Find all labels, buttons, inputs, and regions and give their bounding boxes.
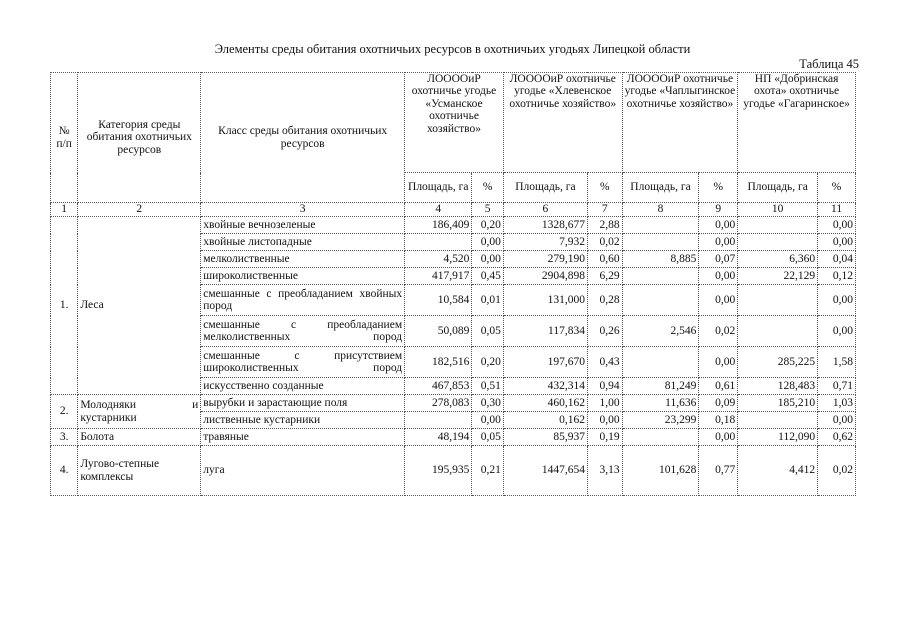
col-number: 8 — [622, 203, 699, 217]
pct-value: 1,03 — [818, 395, 856, 412]
table-row — [51, 395, 856, 412]
header-pct: % — [699, 173, 738, 203]
header-pct: % — [587, 173, 622, 203]
area-value: 195,935 — [405, 446, 472, 496]
col-number: 4 — [405, 203, 472, 217]
header-group-gagarin: НП «Добринская охота» охотничье угодье «Гагаринское» — [738, 73, 856, 173]
col-number: 11 — [818, 203, 856, 217]
col-number: 9 — [699, 203, 738, 217]
pct-value: 0,94 — [587, 378, 622, 395]
pct-value: 1,58 — [818, 347, 856, 378]
class-name: вырубки и зарастающие поля — [201, 395, 405, 412]
class-name: лиственные кустарники — [201, 412, 405, 429]
area-value: 128,483 — [738, 378, 818, 395]
category-num: 2. — [51, 395, 78, 429]
category-num: 3. — [51, 429, 78, 446]
class-name: смешанные с присутствием широколиственных пород — [201, 347, 405, 378]
pct-value: 0,28 — [587, 285, 622, 316]
area-value: 460,162 — [503, 395, 587, 412]
table-row — [51, 446, 856, 496]
area-value: 112,090 — [738, 429, 818, 446]
area-value: 11,636 — [622, 395, 699, 412]
header-group-chaplygin: ЛООООиР охотничье угодье «Чаплыгинское охотничье хозяйство» — [622, 73, 738, 173]
header-area: Площадь, га — [405, 173, 472, 203]
pct-value: 0,00 — [472, 234, 504, 251]
pct-value: 0,04 — [818, 251, 856, 268]
pct-value: 0,00 — [699, 347, 738, 378]
pct-value: 0,00 — [818, 234, 856, 251]
header-area: Площадь, га — [622, 173, 699, 203]
pct-value: 0,00 — [699, 217, 738, 234]
area-value: 4,520 — [405, 251, 472, 268]
pct-value: 0,30 — [472, 395, 504, 412]
area-value: 131,000 — [503, 285, 587, 316]
pct-value: 0,60 — [587, 251, 622, 268]
area-value — [738, 234, 818, 251]
class-name: мелколиственные — [201, 251, 405, 268]
area-value — [738, 316, 818, 347]
area-value: 417,917 — [405, 268, 472, 285]
header-area: Площадь, га — [503, 173, 587, 203]
area-value: 0,162 — [503, 412, 587, 429]
pct-value: 6,29 — [587, 268, 622, 285]
area-value — [622, 429, 699, 446]
habitat-table — [50, 72, 856, 496]
table-row — [51, 429, 856, 446]
pct-value: 0,07 — [699, 251, 738, 268]
area-value: 186,409 — [405, 217, 472, 234]
area-value: 279,190 — [503, 251, 587, 268]
area-value: 10,584 — [405, 285, 472, 316]
area-value: 1447,654 — [503, 446, 587, 496]
area-value: 117,834 — [503, 316, 587, 347]
area-value: 2,546 — [622, 316, 699, 347]
header-group-usman: ЛООООиР охотничье угодье «Усманское охотничье хозяйство» — [405, 73, 504, 173]
area-value — [622, 268, 699, 285]
pct-value: 0,20 — [472, 347, 504, 378]
area-value — [405, 234, 472, 251]
table-number: Таблица 45 — [799, 57, 859, 71]
col-number: 2 — [78, 203, 201, 217]
header-pct: % — [818, 173, 856, 203]
area-value: 101,628 — [622, 446, 699, 496]
pct-value: 0,00 — [818, 285, 856, 316]
area-value: 50,089 — [405, 316, 472, 347]
category-num: 4. — [51, 446, 78, 496]
header-area: Площадь, га — [738, 173, 818, 203]
pct-value: 0,51 — [472, 378, 504, 395]
class-name: смешанные с преобладанием мелколиственных пород — [201, 316, 405, 347]
class-name: хвойные вечнозеленые — [201, 217, 405, 234]
pct-value: 0,01 — [472, 285, 504, 316]
pct-value: 0,05 — [472, 316, 504, 347]
area-value: 8,885 — [622, 251, 699, 268]
area-value: 467,853 — [405, 378, 472, 395]
pct-value: 0,77 — [699, 446, 738, 496]
area-value: 23,299 — [622, 412, 699, 429]
area-value — [622, 234, 699, 251]
area-value: 197,670 — [503, 347, 587, 378]
pct-value: 0,02 — [818, 446, 856, 496]
area-value: 81,249 — [622, 378, 699, 395]
area-value — [738, 217, 818, 234]
category-name: Леса — [78, 217, 201, 395]
pct-value: 0,00 — [699, 429, 738, 446]
area-value: 278,083 — [405, 395, 472, 412]
col-number: 6 — [503, 203, 587, 217]
area-value: 1328,677 — [503, 217, 587, 234]
header-category: Категория среды обитания охотничьих ресурсов — [78, 73, 201, 203]
pct-value: 0,18 — [699, 412, 738, 429]
col-number: 1 — [51, 203, 78, 217]
pct-value: 2,88 — [587, 217, 622, 234]
area-value — [405, 412, 472, 429]
pct-value: 1,00 — [587, 395, 622, 412]
col-number: 3 — [201, 203, 405, 217]
area-value — [738, 412, 818, 429]
pct-value: 0,00 — [587, 412, 622, 429]
class-name: смешанные с преобладанием хвойных пород — [201, 285, 405, 316]
pct-value: 0,02 — [699, 316, 738, 347]
class-name: травяные — [201, 429, 405, 446]
col-number: 7 — [587, 203, 622, 217]
table-row — [51, 217, 856, 234]
category-name: Лугово-степные комплексы — [78, 446, 201, 496]
area-value — [622, 217, 699, 234]
category-name: Молодняки и кустарники — [78, 395, 201, 429]
class-name: искусственно созданные — [201, 378, 405, 395]
area-value: 185,210 — [738, 395, 818, 412]
area-value: 7,932 — [503, 234, 587, 251]
pct-value: 0,45 — [472, 268, 504, 285]
header-pct: % — [472, 173, 504, 203]
header-class: Класс среды обитания охотничьих ресурсов — [201, 73, 405, 203]
pct-value: 0,62 — [818, 429, 856, 446]
pct-value: 0,00 — [818, 412, 856, 429]
pct-value: 0,09 — [699, 395, 738, 412]
pct-value: 0,05 — [472, 429, 504, 446]
class-name: широколиственные — [201, 268, 405, 285]
pct-value: 0,00 — [699, 234, 738, 251]
area-value: 22,129 — [738, 268, 818, 285]
area-value: 6,360 — [738, 251, 818, 268]
pct-value: 0,02 — [587, 234, 622, 251]
pct-value: 0,19 — [587, 429, 622, 446]
area-value: 2904,898 — [503, 268, 587, 285]
pct-value: 3,13 — [587, 446, 622, 496]
pct-value: 0,21 — [472, 446, 504, 496]
pct-value: 0,00 — [699, 285, 738, 316]
category-name: Болота — [78, 429, 201, 446]
pct-value: 0,00 — [699, 268, 738, 285]
col-number: 5 — [472, 203, 504, 217]
category-num: 1. — [51, 217, 78, 395]
area-value: 85,937 — [503, 429, 587, 446]
pct-value: 0,00 — [818, 316, 856, 347]
column-number-row — [51, 203, 856, 217]
header-group-khleven: ЛООООиР охотничье угодье «Хлевенское охотничье хозяйство» — [503, 73, 622, 173]
document-title: Элементы среды обитания охотничьих ресурсов в охотничьих угодьях Липецкой области — [214, 42, 691, 56]
area-value: 432,314 — [503, 378, 587, 395]
area-value — [622, 285, 699, 316]
area-value: 4,412 — [738, 446, 818, 496]
area-value: 182,516 — [405, 347, 472, 378]
area-value: 285,225 — [738, 347, 818, 378]
pct-value: 0,71 — [818, 378, 856, 395]
pct-value: 0,00 — [472, 412, 504, 429]
pct-value: 0,20 — [472, 217, 504, 234]
pct-value: 0,00 — [472, 251, 504, 268]
header-num: № п/п — [51, 73, 78, 203]
class-name: хвойные листопадные — [201, 234, 405, 251]
pct-value: 0,00 — [818, 217, 856, 234]
class-name: луга — [201, 446, 405, 496]
pct-value: 0,61 — [699, 378, 738, 395]
pct-value: 0,26 — [587, 316, 622, 347]
col-number: 10 — [738, 203, 818, 217]
area-value — [738, 285, 818, 316]
area-value: 48,194 — [405, 429, 472, 446]
area-value — [622, 347, 699, 378]
pct-value: 0,12 — [818, 268, 856, 285]
pct-value: 0,43 — [587, 347, 622, 378]
